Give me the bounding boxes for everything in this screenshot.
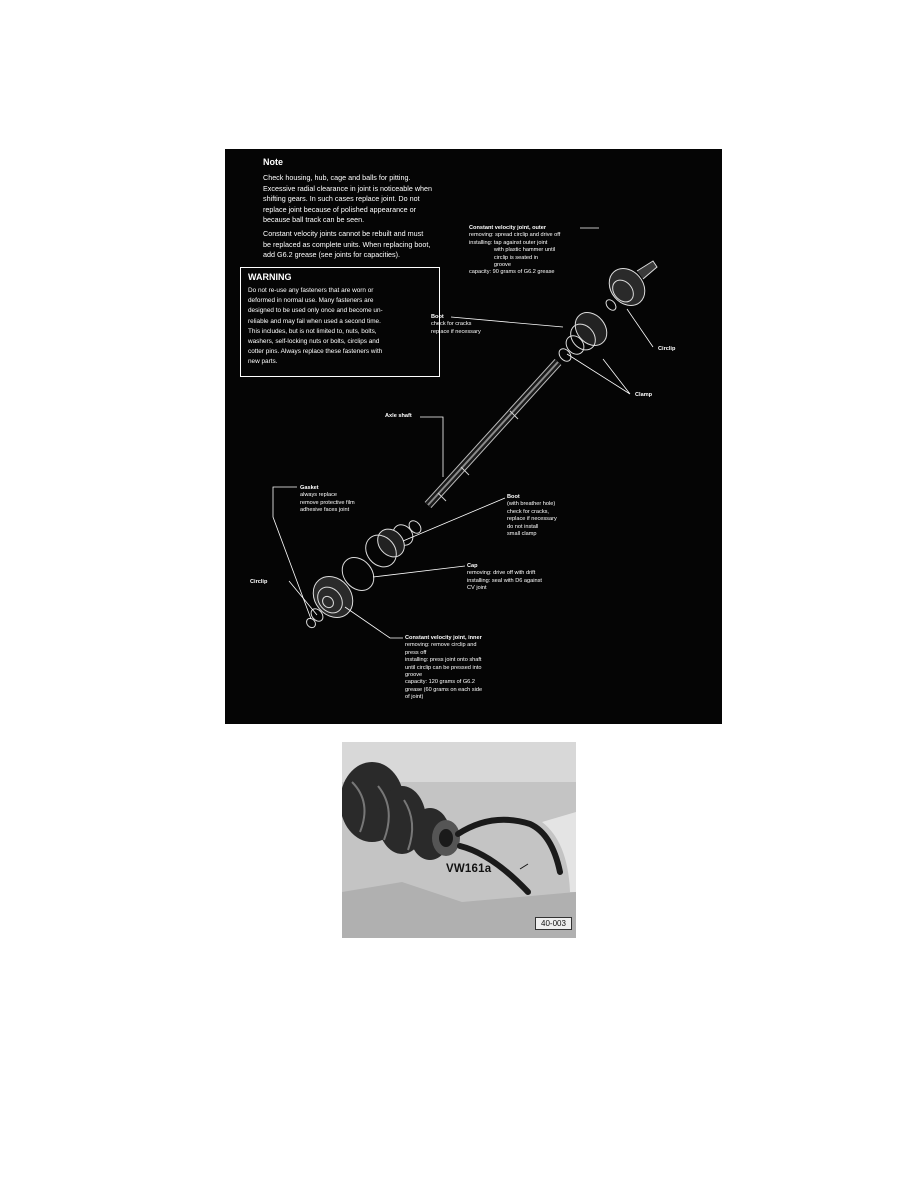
label-cap: [467, 563, 542, 593]
tool-photo-illustration: [342, 742, 576, 938]
label-cv-joint-inner-body: removing: remove circlip and press off installing: press joint onto shaft until circlip can be pressed into groove capacity: 120 grams of G6.2 grease (60 grams on each side of joint): [405, 642, 483, 701]
label-boot-inner-body: (with breather hole) check for cracks, replace if necessary do not install small clamp: [507, 501, 557, 538]
label-circlip-outer: Circlip: [658, 346, 676, 352]
figure-code: 40-003: [535, 917, 572, 930]
label-boot-outer: [431, 314, 481, 336]
label-gasket-title: Gasket: [300, 485, 319, 491]
label-clamp: Clamp: [635, 392, 653, 398]
label-circlip-inner: Circlip: [250, 579, 268, 585]
note-paragraph-2: Constant velocity joints cannot be rebuilt and must be replaced as complete units. When replacing boot, add G6.2 grease (see joints for capacities).: [263, 229, 431, 260]
exploded-diagram-panel: [225, 149, 722, 724]
label-cap-title: Cap: [467, 563, 478, 569]
label-gasket: [300, 485, 355, 515]
label-cv-joint-outer-title: Constant velocity joint, outer: [469, 225, 547, 231]
tool-photo-panel: [342, 742, 576, 938]
label-cap-body: removing: drive off with drift installing: seal with D6 against CV joint: [467, 570, 542, 592]
note-paragraph-1: Check housing, hub, cage and balls for pitting. Excessive radial clearance in joint is noticeable when shifting gears. In such cases replace joint. Do not replace joint because of polished appearance or because ball track can be seen.: [263, 173, 432, 225]
label-cv-joint-inner: [405, 635, 482, 702]
outer-cv-joint-drawing: [602, 261, 657, 313]
outer-boot-drawing: [557, 306, 614, 363]
inner-cv-joint-drawing: [305, 569, 361, 626]
label-axle-shaft: Axle shaft: [385, 413, 412, 419]
tool-label: VW161a: [446, 863, 492, 875]
label-gasket-body: always replace remove protective film adhesive faces joint: [300, 492, 355, 514]
label-boot-outer-body: check for cracks replace if necessary: [431, 321, 481, 335]
axle-shaft-drawing: [428, 362, 558, 505]
label-cv-joint-outer: [469, 225, 560, 277]
label-cv-joint-inner-title: Constant velocity joint, inner: [405, 635, 482, 641]
label-boot-inner-title: Boot: [507, 494, 520, 500]
warning-box: [240, 267, 440, 377]
label-boot-outer-title: Boot: [431, 314, 444, 320]
warning-body: Do not re-use any fasteners that are worn or deformed in normal use. Many fasteners are designed to be used only once and become un- reliable and may fail when used a second time. This includes, but is not limited to, nuts, bolts, washers, self-locking nuts or bolts, circlips and cotter pins. Always replace these fasteners with new parts.: [248, 287, 383, 366]
warning-title: WARNING: [248, 272, 292, 282]
label-cv-joint-outer-body: removing: spread circlip and drive off installing: tap against outer joint with plastic hammer until circlip is seated in groove capacity: 90 grams of G6.2 grease: [469, 232, 561, 276]
note-title: Note: [263, 157, 283, 167]
label-boot-inner: [507, 494, 557, 538]
